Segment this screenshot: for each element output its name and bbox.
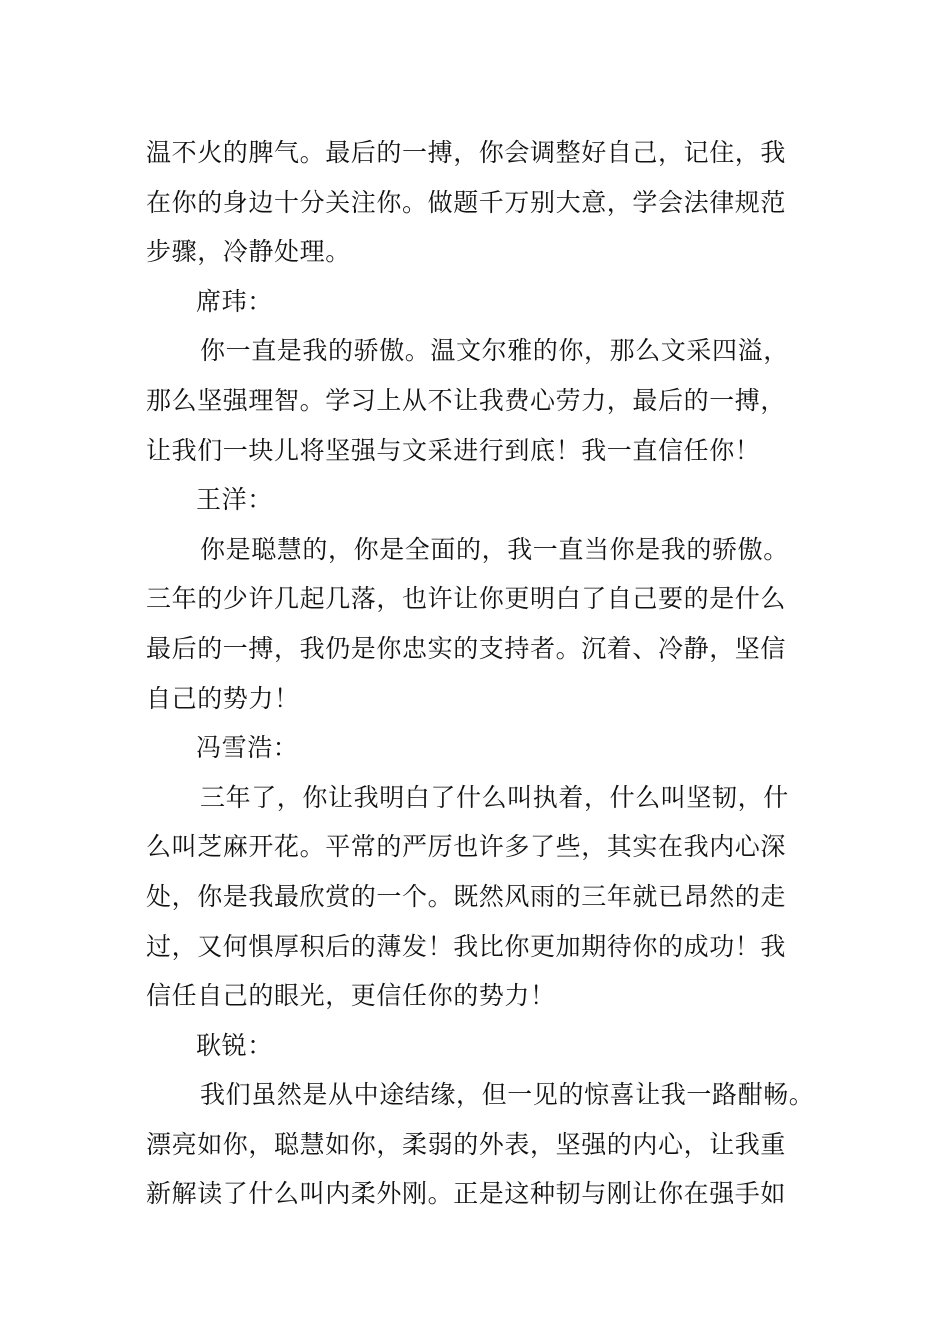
text-line: 你一直是我的骄傲。温文尔雅的你，那么文采四溢， xyxy=(200,336,789,366)
document-body xyxy=(146,128,826,1219)
recipient-name: 王洋： xyxy=(196,485,273,515)
text-line: 自己的势力！ xyxy=(146,683,300,713)
text-line: 过，又何惧厚积后的薄发！我比你更加期待你的成功！我 xyxy=(146,931,787,961)
recipient-name: 席玮： xyxy=(196,286,273,316)
text-line: 步骤，冷静处理。 xyxy=(146,237,351,267)
text-line: 在你的身边十分关注你。做题千万别大意，学会法律规范 xyxy=(146,187,787,217)
recipient-name: 冯雪浩： xyxy=(196,733,299,763)
text-line: 处，你是我最欣赏的一个。既然风雨的三年就已昂然的走 xyxy=(146,881,787,911)
text-line: 信任自己的眼光，更信任你的势力！ xyxy=(146,981,556,1011)
text-line: 么叫芝麻开花。平常的严厉也许多了些，其实在我内心深 xyxy=(146,832,787,862)
text-line: 最后的一搏，我仍是你忠实的支持者。沉着、冷静，坚信 xyxy=(146,633,787,663)
text-line: 温不火的脾气。最后的一搏，你会调整好自己，记住，我 xyxy=(146,138,787,167)
text-line: 漂亮如你，聪慧如你，柔弱的外表，坚强的内心，让我重 xyxy=(146,1129,787,1159)
text-line: 三年的少许几起几落，也许让你更明白了自己要的是什么 xyxy=(146,584,787,614)
text-line: 那么坚强理智。学习上从不让我费心劳力，最后的一搏， xyxy=(146,385,787,415)
text-line: 三年了，你让我明白了什么叫执着，什么叫坚韧，什 xyxy=(200,782,789,812)
text-line: 让我们一块儿将坚强与文采进行到底！我一直信任你！ xyxy=(146,435,761,465)
text-line: 你是聪慧的，你是全面的，我一直当你是我的骄傲。 xyxy=(200,534,789,564)
text-line: 新解读了什么叫内柔外刚。正是这种韧与刚让你在强手如 xyxy=(146,1179,787,1209)
text-line: 我们虽然是从中途结缘，但一见的惊喜让我一路酣畅。 xyxy=(200,1080,815,1110)
recipient-name: 耿锐： xyxy=(196,1030,273,1060)
